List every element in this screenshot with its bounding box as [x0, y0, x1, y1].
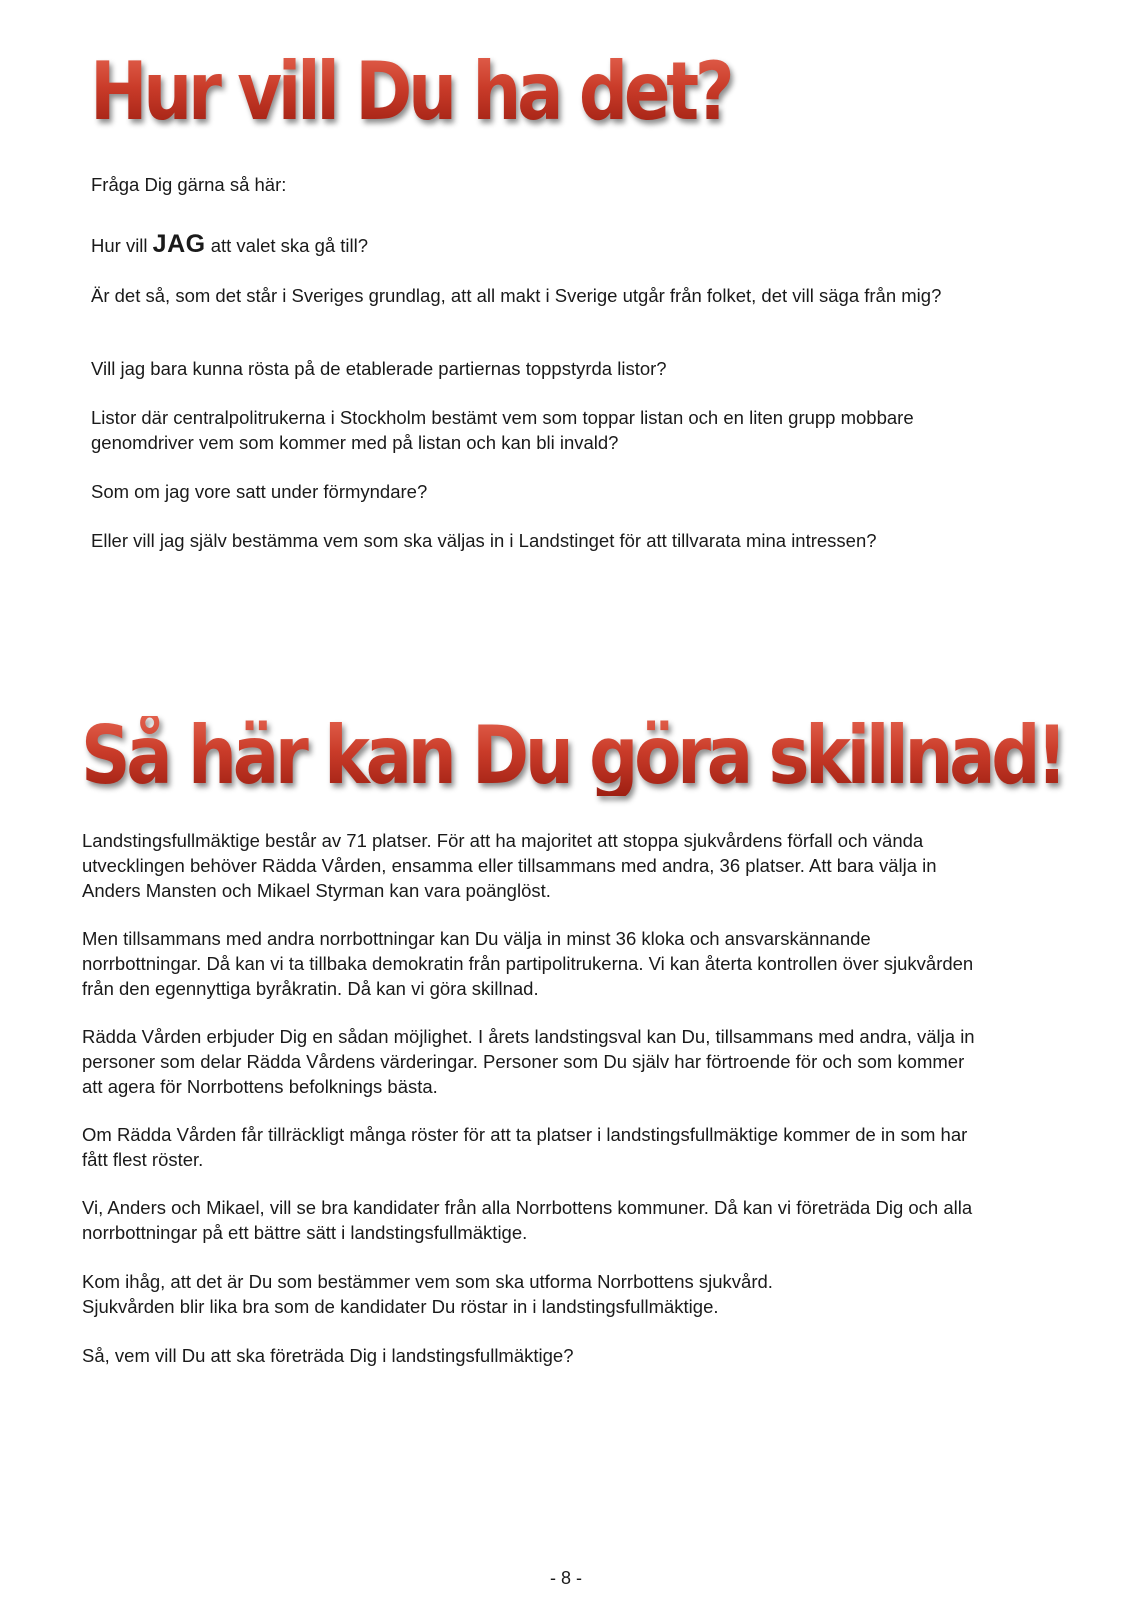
- paragraph-grundlag: Är det så, som det står i Sveriges grundlag, att all makt i Sverige utgår från folket, det vill säga från mig?: [91, 285, 942, 306]
- paragraph-toppstyrda-listor: Vill jag bara kunna rösta på de etablerade partiernas toppstyrda listor?: [91, 358, 667, 379]
- paragraph-norrbottningar: Men tillsammans med andra norrbottningar kan Du välja in minst 36 kloka och ansvarskännande norrbottningar. Då kan vi ta tillbaka demokratin från partipolitrukerna. Vi kan återta kontrollen över sjukvården från den egennyttiga byråkratin. Då kan vi göra skillnad.: [82, 928, 974, 999]
- paragraph-formyndare: Som om jag vore satt under förmyndare?: [91, 481, 428, 502]
- paragraph-71-platser: Landstingsfullmäktige består av 71 platser. För att ha majoritet att stoppa sjukvårdens förfall och vända utvecklingen behöver Rädda Vården, ensamma eller tillsammans med andra, 36 platser. Att bara välja in Anders Mansten och Mikael Styrman kan vara poänglöst.: [82, 830, 937, 901]
- question-line: [91, 229, 981, 261]
- paragraph-closing-question: Så, vem vill Du att ska företräda Dig i landstingsfullmäktige?: [82, 1345, 574, 1366]
- paragraph-sjukvarden: Sjukvården blir lika bra som de kandidater Du röstar in i landstingsfullmäktige.: [82, 1296, 719, 1317]
- paragraph-mojlighet: Rädda Vården erbjuder Dig en sådan möjlighet. I årets landstingsval kan Du, tillsammans med andra, välja in personer som delar Rädda Vårdens värderingar. Personer som Du själv har förtroende för och som kommer att agera för Norrbottens befolknings bästa.: [82, 1026, 975, 1097]
- paragraph-centralpolitrukerna: Listor där centralpolitrukerna i Stockholm bestämt vem som toppar listan och en liten grupp mobbare genomdriver vem som kommer med på listan och kan bli invald?: [91, 407, 914, 453]
- paragraph-flest-roster: Om Rädda Vården får tillräckligt många röster för att ta platser i landstingsfullmäktige kommer de in som har fått flest röster.: [82, 1124, 968, 1170]
- paragraph-landstinget: Eller vill jag själv bestämma vem som ska väljas in i Landstinget för att tillvarata mina intressen?: [91, 530, 877, 551]
- question-emphasis-jag: JAG: [152, 230, 206, 258]
- paragraph-kandidater: Vi, Anders och Mikael, vill se bra kandidater från alla Norrbottens kommuner. Då kan vi företräda Dig och alla norrbottningar på ett bättre sätt i landstingsfullmäktige.: [82, 1197, 973, 1243]
- heading-hur-vill-du-ha-det: Hur vill Du ha det?: [90, 45, 731, 138]
- intro-text: Fråga Dig gärna så här:: [91, 174, 287, 195]
- heading-sa-har-kan-du-gora-skillnad: Så här kan Du göra skillnad!: [81, 709, 1064, 802]
- question-text-after: att valet ska gå till?: [205, 235, 369, 256]
- paragraph-kom-ihag: Kom ihåg, att det är Du som bestämmer vem som ska utforma Norrbottens sjukvård.: [82, 1271, 773, 1292]
- page-number: - 8 -: [549, 1568, 582, 1588]
- question-text-before: Hur vill: [91, 235, 153, 256]
